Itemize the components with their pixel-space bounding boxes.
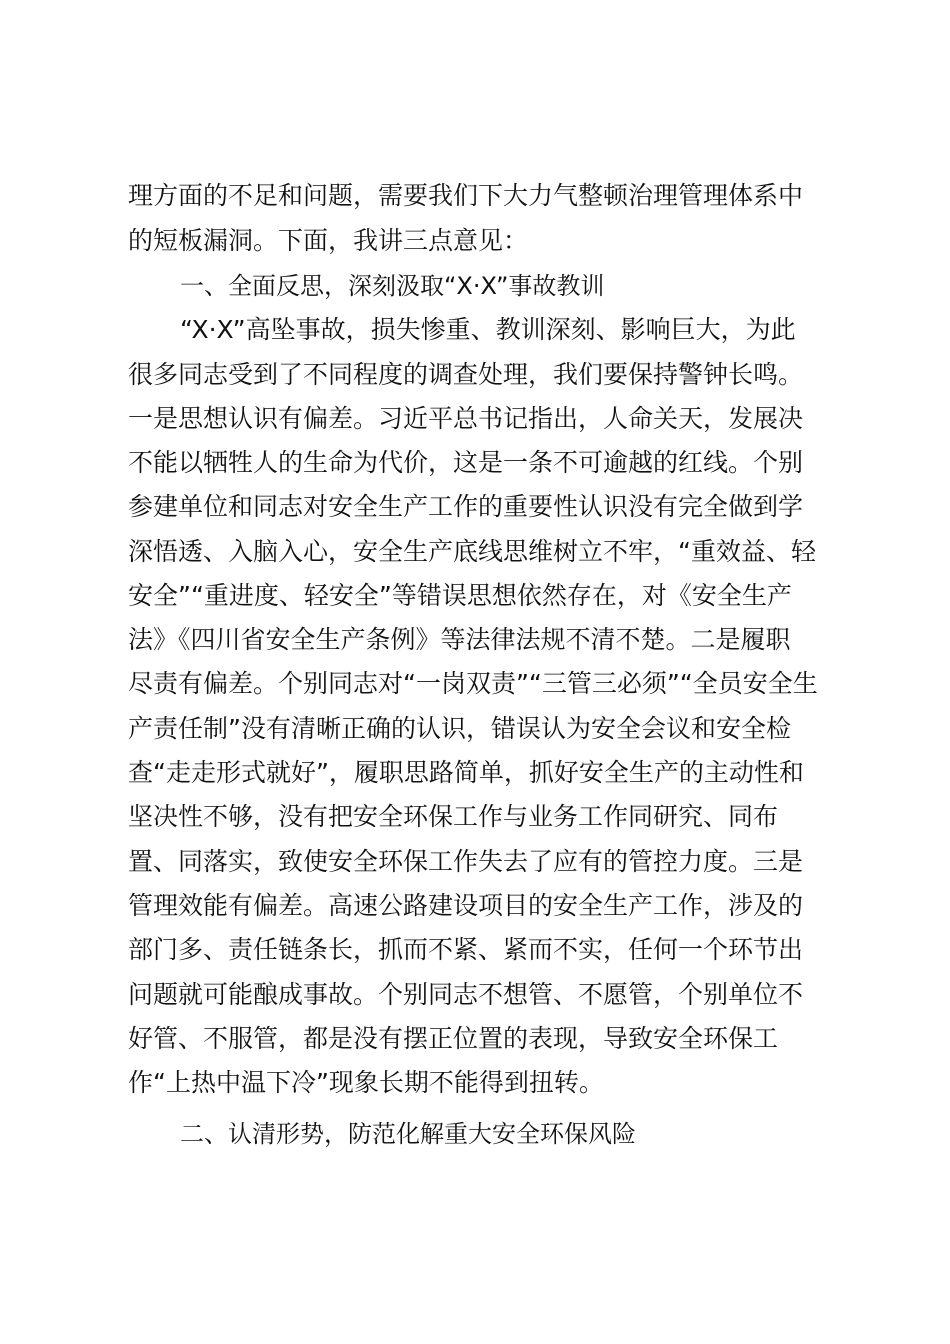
text-line-10: 安全”“重进度、轻安全”等错误思想依然存在，对《安全生产: [128, 581, 792, 610]
text-line-18: 部门多、责任链条长，抓而不紧、紧而不实，任何一个环节出: [128, 935, 804, 964]
section-heading-1: 一、全面反思，深刻汲取“X·X”事故教训: [180, 272, 605, 300]
text-line-12: 尽责有偏差。个别同志对“一岗双责”“三管三必须”“全员安全生: [128, 669, 818, 698]
text-line-15: 坚决性不够，没有把安全环保工作与业务工作同研究、同布: [128, 802, 779, 831]
text-line-14: 查“走走形式就好”，履职思路简单，抓好安全生产的主动性和: [128, 758, 804, 787]
section-heading-2: 二、认清形势，防范化解重大安全环保风险: [180, 1120, 636, 1148]
text-line-8: 参建单位和同志对安全生产工作的重要性认识没有完全做到学: [128, 492, 804, 521]
text-line-13: 产责任制”没有清晰正确的认识，错误认为安全会议和安全检: [128, 714, 791, 743]
text-line-11: 法》《四川省安全生产条例》等法律法规不清不楚。二是履职: [128, 625, 791, 654]
text-line-6: 一是思想认识有偏差。习近平总书记指出，人命关天，发展决: [128, 404, 804, 433]
text-line-5: 很多同志受到了不同程度的调查处理，我们要保持警钟长鸣。: [128, 360, 804, 389]
text-line-17: 管理效能有偏差。高速公路建设项目的安全生产工作，涉及的: [128, 891, 804, 920]
text-line-1: 理方面的不足和问题，需要我们下大力气整顿治理管理体系中: [128, 181, 804, 210]
text-line-19: 问题就可能酿成事故。个别同志不想管、不愿管，个别单位不: [128, 980, 804, 1009]
text-line-4: “X·X”高坠事故，损失惨重、教训深刻、影响巨大，为此: [180, 315, 796, 344]
text-line-20: 好管、不服管，都是没有摆正位置的表现，导致安全环保工: [128, 1024, 779, 1053]
text-line-9: 深悟透、入脑入心，安全生产底线思维树立不牢，“重效益、轻: [128, 537, 816, 566]
text-line-16: 置、同落实，致使安全环保工作失去了应有的管控力度。三是: [128, 847, 804, 876]
text-line-2: 的短板漏洞。下面，我讲三点意见：: [128, 226, 529, 255]
text-line-21: 作“上热中温下冷”现象长期不能得到扭转。: [128, 1068, 604, 1097]
text-line-7: 不能以牺牲人的生命为代价，这是一条不可逾越的红线。个别: [128, 448, 804, 477]
